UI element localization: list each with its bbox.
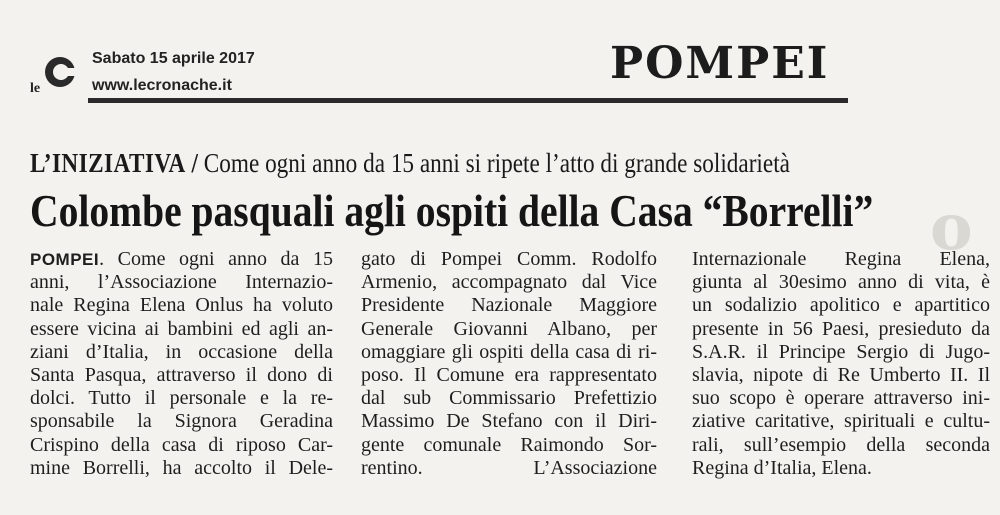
kicker-text: Come ogni anno da 15 anni si ripete l’atto di grande solidarietà	[203, 148, 790, 178]
column-line: Santa Pasqua, attraverso il dono di	[30, 364, 333, 387]
column-line: Generale Giovanni Albano, per	[361, 317, 657, 340]
dateline: POMPEI	[30, 250, 100, 269]
column-line: rentino. L’Associazione	[361, 456, 657, 479]
section-title: POMPEI	[610, 38, 830, 89]
column-line: Massimo De Stefano con il Diri-	[361, 410, 657, 433]
column-line: S.A.R. il Principe Sergio di Jugo-	[692, 340, 990, 363]
le-cronache-logo	[30, 54, 78, 94]
column-line: un sodalizio apolitico e apartitico	[692, 294, 990, 317]
article-headline: Colombe pasquali agli ospiti della Casa “Borrelli”	[30, 185, 874, 236]
column-line	[30, 248, 333, 271]
masthead-rule	[88, 98, 848, 103]
column-line: slavia, nipote di Re Umberto II. Il	[692, 364, 990, 387]
issue-date: Sabato 15 aprile 2017	[92, 50, 255, 67]
column-line: sponsabile la Signora Geradina	[30, 410, 333, 433]
article-column-3	[692, 248, 990, 480]
column-line: suo scopo è operare attraverso ini-	[692, 387, 990, 410]
column-line: anni, l’Associazione Internazio-	[30, 271, 333, 294]
column-line: giunta al 30esimo anno di vita, è	[692, 271, 990, 294]
column-line: gato di Pompei Comm. Rodolfo	[361, 248, 657, 270]
logo-text: le	[30, 81, 41, 94]
column-line: Regina d’Italia, Elena.	[692, 456, 872, 479]
article-kicker	[30, 148, 790, 179]
bleed-through-text: o	[930, 190, 973, 265]
column-line: omaggiare gli ospiti della casa di ri-	[361, 340, 657, 363]
column-line-text: . Come ogni anno da 15	[99, 248, 333, 270]
column-line: poso. Il Comune era rappresentato	[361, 364, 657, 387]
article-column-2	[361, 248, 657, 480]
column-line: presente in 56 Paesi, presieduto da	[692, 317, 990, 340]
column-line: essere vicina ai bambini ed agli an-	[30, 317, 333, 340]
column-line: Armenio, accompagnato dal Vice	[361, 271, 657, 294]
column-line: ziani d’Italia, in occasione della	[30, 340, 333, 363]
column-line: gente comunale Raimondo Sor-	[361, 433, 657, 456]
column-line: rali, sull’esempio della seconda	[692, 433, 990, 456]
column-line: Crispino della casa di riposo Car-	[30, 433, 333, 456]
column-line: mine Borrelli, ha accolto il Dele-	[30, 456, 333, 479]
column-line: nale Regina Elena Onlus ha voluto	[30, 294, 333, 317]
column-line: dolci. Tutto il personale e la re-	[30, 387, 333, 410]
website-link[interactable]: www.lecronache.it	[92, 77, 232, 94]
column-line: dal sub Commissario Prefettizio	[361, 387, 657, 410]
column-line: ziative caritative, spirituali e cultu-	[692, 410, 990, 433]
kicker-label: L’INIZIATIVA	[30, 148, 186, 178]
column-line: Internazionale Regina Elena,	[692, 248, 990, 270]
kicker-separator: /	[191, 148, 198, 178]
article-column-1	[30, 248, 333, 480]
column-line: Presidente Nazionale Maggiore	[361, 294, 657, 317]
newspaper-logo-icon	[30, 54, 78, 94]
